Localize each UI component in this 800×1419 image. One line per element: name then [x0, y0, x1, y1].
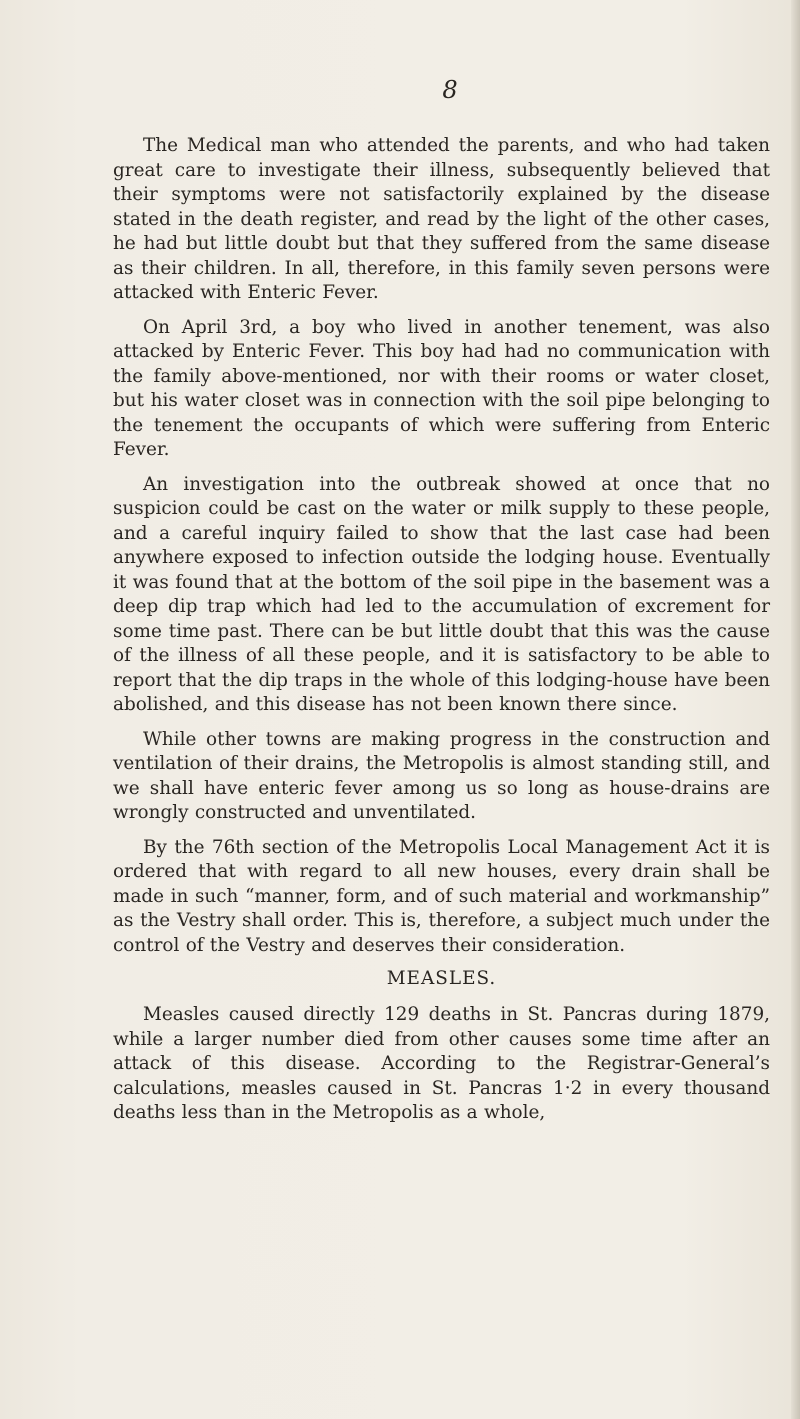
page-edge — [791, 0, 800, 1419]
paragraph-enteric-boy: On April 3rd, a boy who lived in another tenement, was also attacked by Enteric Fever. This boy had had no communication with the family above-mentioned, nor with their rooms or water closet, but his water closet was in connection with the soil pipe belonging to the tenement the occupants of which were suffering from Enteric Fever. — [113, 316, 770, 460]
page-number: 8 — [442, 76, 458, 104]
paragraph-investigation: An investigation into the outbreak showed at once that no suspicion could be cast on the water or milk supply to these people, and a careful inquiry failed to show that the last case had been anywhere exposed to infection outside the lodging house. Eventually it was found that at the bottom of the soil pipe in the basement was a deep dip trap which had led to the accumulation of excrement for some time past. There can be but little doubt that this was the cause of the illness of all these people, and it is satisfactory to be able to report that the dip traps in the whole of this lodging-house have been abolished, and this disease has not been known there since. — [113, 473, 770, 715]
paragraph-local-management-act: By the 76th section of the Metropolis Local Management Act it is ordered that with regard to all new houses, every drain shall be made in such “manner, form, and of such material and workmanship” as the Vestry shall order. This is, therefore, a subject much under the control of the Vestry and deserves their consideration. — [113, 836, 770, 956]
paragraph-drains: While other towns are making progress in the construction and ventilation of their drains, the Metropolis is almost standing still, and we shall have enteric fever among us so long as house-drains are wrongly constructed and unventilated. — [113, 728, 770, 823]
section-heading-measles: MEASLES. — [386, 968, 497, 989]
paragraph-measles: Measles caused directly 129 deaths in St. Pancras during 1879, while a larger number died from other causes some time after an attack of this disease. According to the Registrar-General’s calculations, measles caused in St. Pancras 1·2 in every thousand deaths less than in the Metropolis as a whole, — [113, 1004, 770, 1123]
page-body — [113, 134, 770, 1136]
paragraph-enteric-family: The Medical man who attended the parents, and who had taken great care to investigate their illness, subsequently believed that their symptoms were not satisfactorily explained by the disease stated in the death register, and read by the light of the other cases, he had but little doubt but that they suffered from the same disease as their children. In all, therefore, in this family seven persons were attacked with Enteric Fever. — [113, 135, 770, 303]
